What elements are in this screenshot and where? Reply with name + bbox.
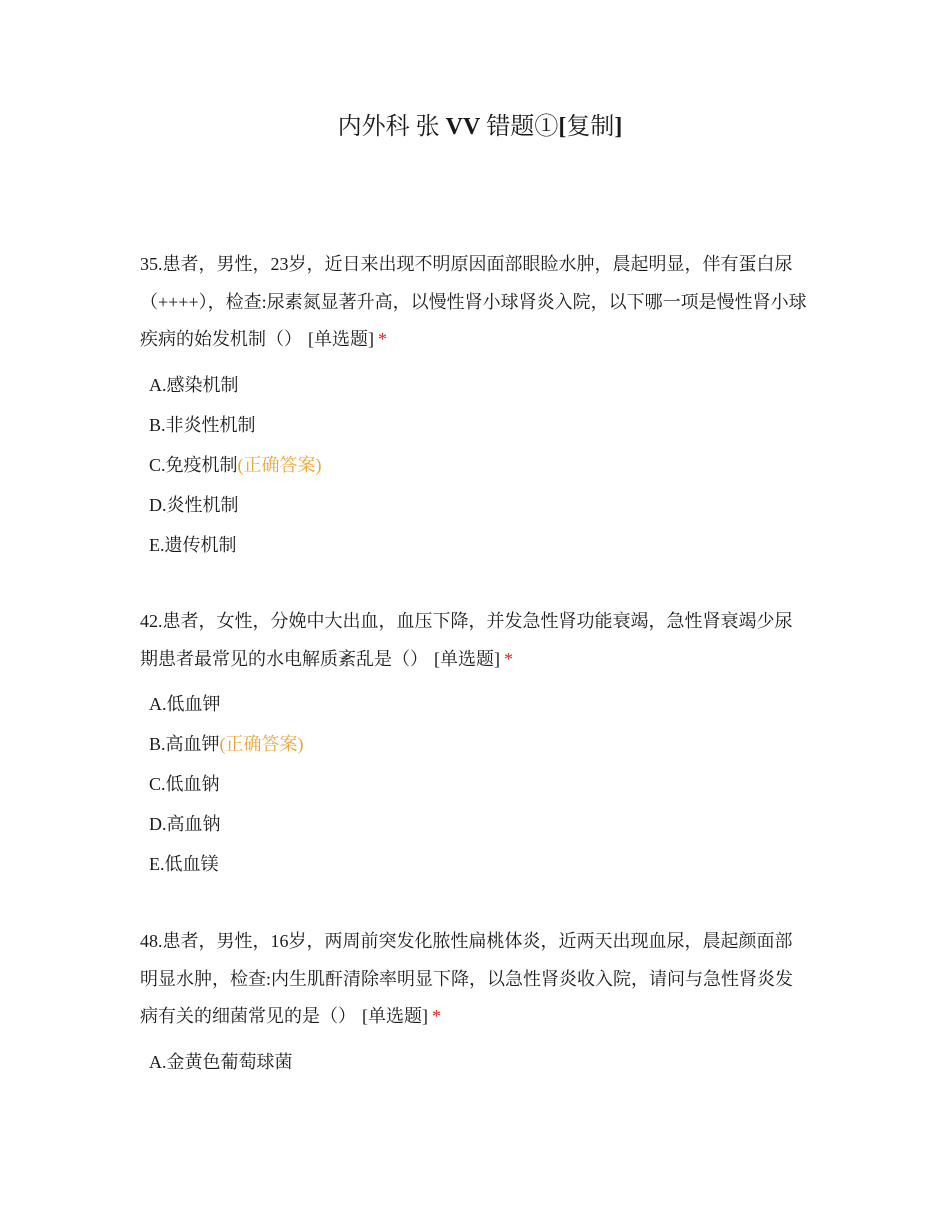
required-asterisk: *	[504, 648, 513, 669]
option-item	[149, 724, 810, 764]
option-label: C.低血钠	[149, 774, 220, 794]
option-item	[149, 684, 810, 724]
option-list	[140, 365, 810, 565]
option-item	[149, 485, 810, 525]
required-asterisk: *	[378, 329, 387, 349]
question-block	[140, 246, 810, 565]
question-stem: 42.患者，女性，分娩中大出血，血压下降，并发急性肾功能衰竭，急性肾衰竭少尿期患者最常见的水电解质紊乱是（）	[140, 611, 793, 669]
title-bracket-open: [	[558, 114, 567, 140]
option-list	[140, 684, 810, 884]
question-text	[140, 603, 810, 678]
option-item	[149, 804, 810, 844]
correct-answer-tag: (正确答案)	[219, 734, 304, 754]
option-item	[149, 365, 810, 405]
option-label: E.低血镁	[149, 854, 219, 874]
question-stem: 48.患者，男性，16岁，两周前突发化脓性扁桃体炎，近两天出现血尿，晨起颜面部明显水肿，检查:内生肌酐清除率明显下降，以急性肾炎收入院，请问与急性肾炎发病有关的细菌常见的是（）	[140, 931, 793, 1026]
question-block	[140, 923, 810, 1082]
option-label: C.免疫机制	[149, 454, 238, 475]
question-block	[140, 603, 810, 884]
option-label: E.遗传机制	[149, 534, 237, 555]
question-type-label: [单选题]	[362, 1006, 428, 1026]
option-label: A.金黄色葡萄球菌	[149, 1051, 293, 1072]
title-text-suffix: 错题①	[480, 114, 559, 140]
option-item	[149, 405, 810, 445]
required-asterisk: *	[432, 1006, 441, 1026]
question-stem: 35.患者，男性，23岁，近日来出现不明原因面部眼睑水肿，晨起明显，伴有蛋白尿（++++），检查:尿素氮显著升高，以慢性肾小球肾炎入院，以下哪一项是慢性肾小球疾病的始发机制（）	[140, 254, 807, 349]
option-item	[149, 764, 810, 804]
title-text: 内外科 张	[337, 114, 446, 140]
option-item	[149, 525, 810, 565]
question-type-label: [单选题]	[308, 329, 374, 349]
option-label: D.炎性机制	[149, 494, 239, 515]
option-label: D.高血钠	[149, 814, 221, 834]
option-item	[149, 445, 810, 485]
title-bracket-close: ]	[614, 114, 623, 140]
title-copy-label: 复制	[566, 114, 615, 140]
option-label: B.非炎性机制	[149, 414, 256, 435]
question-type-label: [单选题]	[434, 648, 500, 669]
question-text	[140, 246, 810, 359]
option-label: B.高血钾	[149, 734, 220, 754]
option-item	[149, 1042, 810, 1082]
page-title	[0, 108, 950, 146]
option-label: A.感染机制	[149, 374, 239, 395]
option-list	[140, 1042, 810, 1082]
correct-answer-tag: (正确答案)	[237, 454, 322, 475]
title-name-bold: VV	[445, 114, 481, 140]
question-text	[140, 923, 810, 1036]
option-item	[149, 844, 810, 884]
option-label: A.低血钾	[149, 694, 221, 714]
